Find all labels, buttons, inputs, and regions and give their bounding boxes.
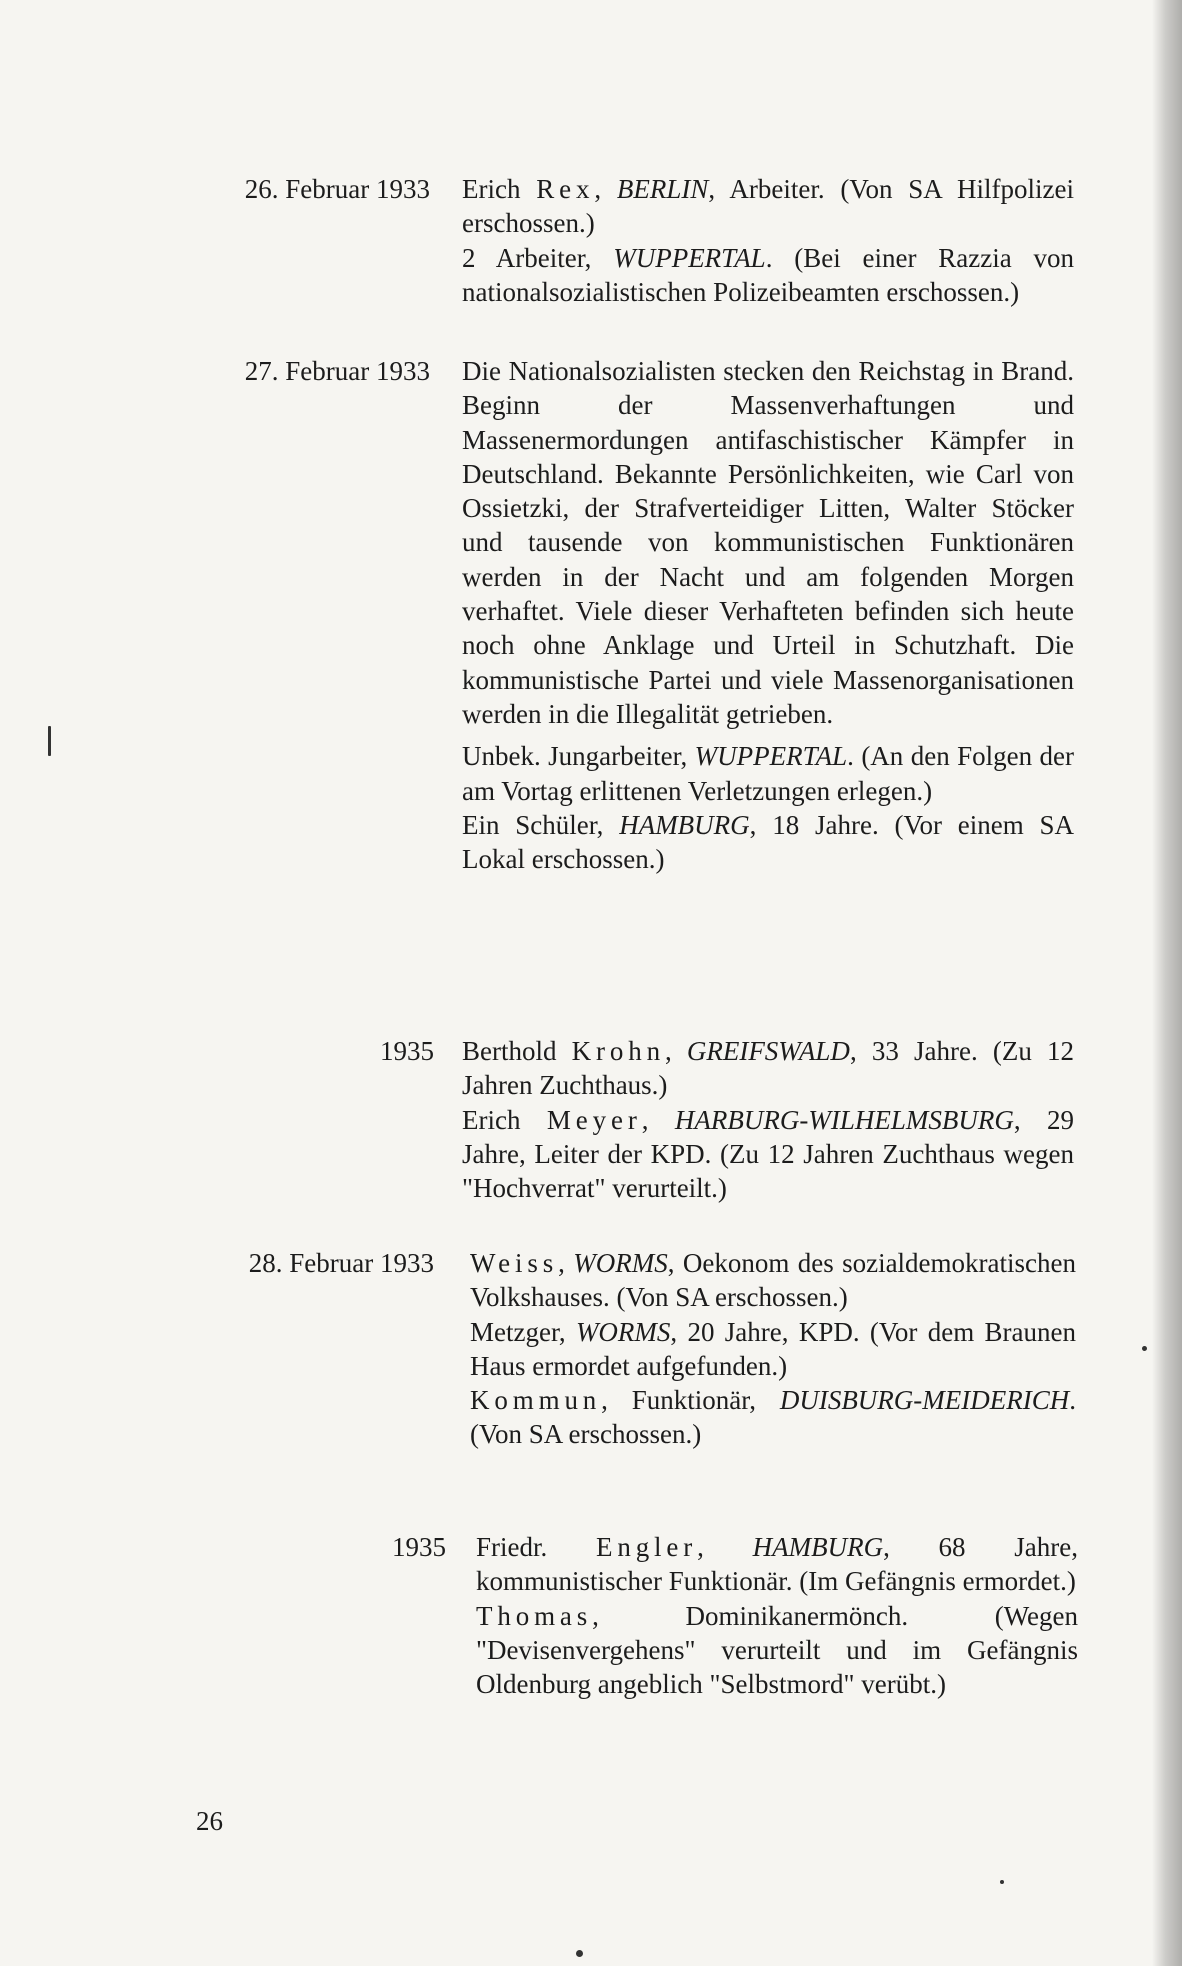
entry-paragraph: Weiss, WORMS, Oekonom des sozialdemokratischen Volkshauses. (Von SA erschossen.) [470,1248,1076,1313]
entry-text [470,1246,1076,1452]
page-number: 26 [196,1806,223,1836]
entry-paragraph: Erich Meyer, HARBURG-WILHELMSBURG, 29 Jahre, Leiter der KPD. (Zu 12 Jahren Zuchthaus wegen "Hochverrat" verurteilt.) [462,1104,1074,1204]
scan-speck [576,1950,583,1957]
entry-paragraph: Die Nationalsozialisten stecken den Reichstag in Brand. Beginn der Massenverhaftungen und Massenermordungen antifaschistischer Kämpfer in Deutschland. Bekannte Persönlichkeiten, wie Carl von Ossietzki, der Strafverteidiger Litten, Walter Stöcker und tausende von kommunistischen Funktionären werden in der Nacht und am folgenden Morgen verhaftet. Viele dieser Verhafteten befinden sich heute noch ohne Anklage und Urteil in Schutzhaft. Die kommunistische Partei und viele Massenorganisationen werden in die Illegalität getrieben. [462,356,1074,729]
entry-date: 26. Februar 1933 [244,174,430,204]
scan-speck [48,726,51,756]
page-edge-shadow [1152,0,1182,1966]
entry-paragraph: Kommun, Funktionär, DUISBURG-MEIDERICH. (Von SA erschossen.) [470,1385,1076,1450]
entry-paragraph: Thomas, Dominikanermönch. (Wegen "Devisenvergehens" verurteilt und im Gefängnis Oldenburg angeblich "Selbstmord" verübt.) [476,1600,1078,1700]
entry-date: 27. Februar 1933 [244,356,430,386]
entry-paragraph: Ein Schüler, HAMBURG, 18 Jahre. (Vor einem SA Lokal erschossen.) [462,809,1075,875]
entry-text [476,1530,1078,1701]
entry-date: 1935 [392,1532,446,1562]
scan-speck [1142,1346,1147,1351]
entry-paragraph: Erich Rex, BERLIN, Arbeiter. (Von SA Hilfpolizei erschossen.) [462,174,1074,239]
entry-text [462,1034,1074,1205]
entry-paragraph: Berthold Krohn, GREIFSWALD, 33 Jahre. (Zu 12 Jahren Zuchthaus.) [462,1036,1074,1101]
entry-text [462,354,1074,876]
entry-paragraph: Metzger, WORMS, 20 Jahre, KPD. (Vor dem Braunen Haus ermordet aufgefunden.) [470,1316,1076,1381]
entry-text [462,172,1074,309]
entry-date: 28. Februar 1933 [248,1248,434,1278]
entry-paragraph: Unbek. Jungarbeiter, WUPPERTAL. (An den Folgen der am Vortag erlittenen Verletzungen erlegen.) [462,741,1074,806]
entry-paragraph: Friedr. Engler, HAMBURG, 68 Jahre, kommunistischer Funktionär. (Im Gefängnis ermordet.) [476,1532,1079,1597]
scan-speck [1000,1880,1004,1884]
entry-date: 1935 [380,1036,434,1066]
entry-paragraph: 2 Arbeiter, WUPPERTAL. (Bei einer Razzia von nationalsozialistischen Polizeibeamten erschossen.) [462,242,1074,307]
